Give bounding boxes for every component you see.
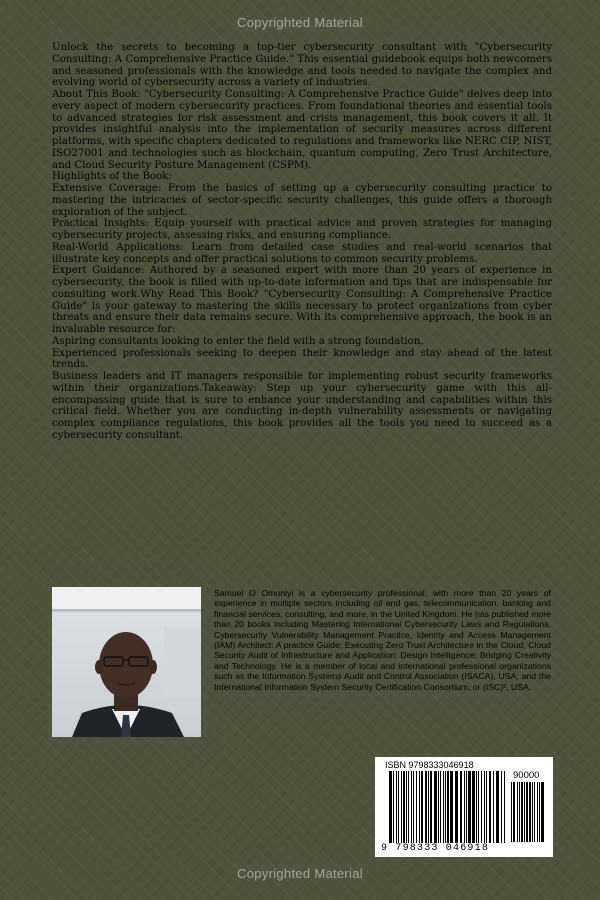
highlights-heading: Highlights of the Book: [52,171,172,183]
description-intro: Unlock the secrets to becoming a top-tier cybersecurity consultant with "Cybersecurity Consulting: A Comprehensive Practice Guide." This essential guidebook equips both newcomers and seasoned professionals with the knowledge and tools needed to navigate the complex and evolving world of cybersecurity across a variety of industries. [52,42,552,89]
audience-experienced-professionals: Experienced professionals seeking to deepen their knowledge and stay ahead of the latest trends. [52,347,552,371]
isbn-label: ISBN 9798333046918 [385,760,474,770]
price-code-bars [511,782,547,842]
highlight-extensive-coverage: Extensive Coverage: From the basics of setting up a cybersecurity consulting practice to mastering the intricacies of sector-specific security challenges, this guide offers a thorough exploration of the subject. [52,183,552,218]
description-about: About This Book: "Cybersecurity Consulting: A Comprehensive Practice Guide" delves deep into every aspect of modern cybersecurity practices. From foundational theories and essential tools to advanced strategies for risk assessment and crisis management, this book covers it all. It provides insightful analysis into the implementation of security measures across different platforms, with specific chapters dedicated to regulations and frameworks like NERC CIP, NIST, ISO27001 and technologies such as blockchain, quantum computing, Zero Trust Architecture, and Cloud Security Posture Management (CSPM). [52,89,552,171]
copyright-watermark-top: Copyrighted Material [237,15,363,30]
author-bio: Samuel O Omoniyi is a cybersecurity professional, with more than 20 years of experience in multiple sectors including oil and gas, telecommunication, banking and financial services, consulting, and more, in the United Kingdom. He has published more than 20 books including Mastering International Cybersecurity Laws and Regulations, Cybersecurity Vulnerability Management Practice, Identity and Access Management (IAM) Architect: A practice Guide; Executing Zero Trust Architecture in the Cloud, Cloud Security Audit of Infrastructure and Application; Design Intelligence: Bridging Creativity and Technology. He is a member of local and international professional organizations such as the Information Systems Audit and Control Association (ISACA), USA; and the International Information System Security Certification Consortium, or (ISC)², USA. [214,588,551,692]
audience-business-leaders: Business leaders and IT managers responsible for implementing robust security frameworks within their organizations.Takeaway: Step up your cybersecurity game with this all-encompassing guide that is sure to enhance your understanding and capabilities within this critical field. Whether you are conducting in-depth vulnerability assessments or navigating complex compliance regulations, this book provides all the tools you need to succeed as a cybersecurity consultant. [52,371,552,441]
barcode-digits: 9 798333 046918 [381,843,490,854]
highlight-expert-guidance: Expert Guidance: Authored by a seasoned expert with more than 20 years of experience in cybersecurity, the book is filled with up-to-date information and tips that are indispensable for consulting work.Why Read This Book? "Cybersecurity Consulting: A Comprehensive Practice Guide" is your gateway to mastering the skills necessary to protect organizations from cyber threats and ensure their data remains secure. With its comprehensive approach, the book is an invaluable resource for: [52,265,552,335]
price-code: 90000 [513,770,540,781]
isbn-barcode [375,757,553,857]
barcode-bars [389,771,507,843]
copyright-watermark-bottom: Copyrighted Material [237,866,363,881]
audience-aspiring-consultants: Aspiring consultants looking to enter the field with a strong foundation. [52,335,424,347]
highlight-real-world-applications: Real-World Applications: Learn from detailed case studies and real-world scenarios that illustrate key concepts and offer practical solutions to common security problems. [52,241,552,265]
highlight-practical-insights: Practical Insights: Equip yourself with practical advice and proven strategies for managing cybersecurity projects, assessing risks, and ensuring compliance. [52,218,552,241]
book-description [52,42,552,442]
author-photo [52,587,201,737]
